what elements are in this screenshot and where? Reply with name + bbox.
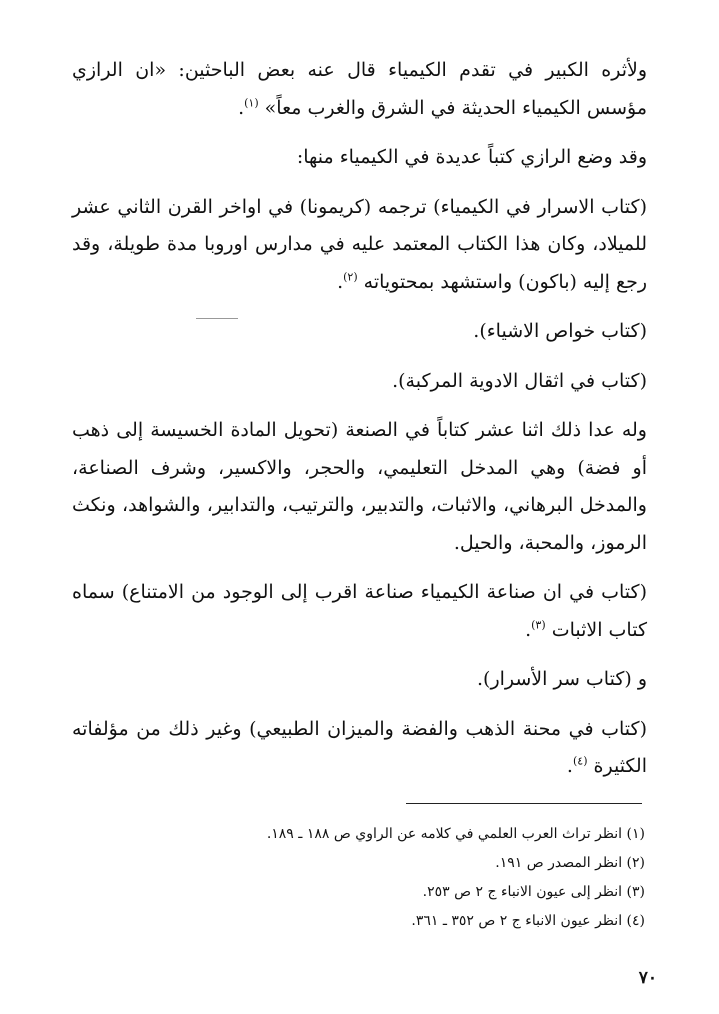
paragraph-text: وقد وضع الرازي كتباً عديدة في الكيمياء منها: <box>296 146 647 168</box>
footnote-separator <box>406 803 642 804</box>
footnote-4: (٤) انظر عيون الانباء ج ٢ ص ٣٥٢ ـ ٣٦١. <box>411 913 645 929</box>
page-number: ٧٠ <box>638 968 657 988</box>
decorative-stroke <box>196 318 238 319</box>
paragraph-text: (كتاب في اثقال الادوية المركبة). <box>392 369 647 392</box>
footnotes <box>72 820 645 936</box>
paragraph-7: (كتاب في ان صناعة الكيمياء صناعة اقرب إلى الوجود من الامتناع) سماه كتاب الاثبات $^{(٣)}$. <box>72 581 647 641</box>
paragraph-5 <box>72 363 647 401</box>
main-text <box>72 52 647 798</box>
paragraph-text: (كتاب الاسرار في الكيمياء) ترجمه (كريمونا) في اواخر القرن الثاني عشر للميلاد، وكان هذا الكتاب المعتمد عليه في مدارس اوروبا مدة طويلة، وقد رجع إليه (باكون) واستشهد بمحتوياته <box>72 195 647 293</box>
footnote-2: (٢) انظر المصدر ص ١٩١. <box>495 855 645 871</box>
paragraph-text: (كتاب في ان صناعة الكيمياء صناعة اقرب إلى الوجود من الامتناع) سماه كتاب الاثبات <box>72 581 647 641</box>
paragraph-text: وله عدا ذلك اثنا عشر كتاباً في الصنعة (تحويل المادة الخسيسة إلى ذهب أو فضة) وهي المدخل التعليمي، والحجر، والاكسير، وشرف الصناعة، والمدخل البرهاني، والاثبات، والتدبير، والترتيب، والتدابير، والشواهد، ونكث الرموز، والمحبة، والحيل. <box>72 419 647 554</box>
paragraph-text: (كتاب خواص الاشياء). <box>473 320 647 342</box>
footnote-ref: (١) <box>244 96 259 110</box>
footnote-3: (٣) انظر إلى عيون الانباء ج ٢ ص ٢٥٣. <box>422 884 645 900</box>
paragraph-text: (كتاب في محنة الذهب والفضة والميزان الطبيعي) وغير ذلك من مؤلفاته الكثيرة <box>72 717 647 777</box>
paragraph-6 <box>72 412 647 562</box>
footnote-ref: (٤) <box>572 754 588 768</box>
paragraph-4 <box>72 313 647 351</box>
paragraph-9: (كتاب في محنة الذهب والفضة والميزان الطبيعي) وغير ذلك من مؤلفاته الكثيرة $^{(٤)}$. <box>72 717 647 777</box>
footnote-ref: (٣) <box>531 618 546 632</box>
paragraph-8 <box>72 661 647 699</box>
paragraph-text: ولأثره الكبير في تقدم الكيمياء قال عنه بعض الباحثين: «ان الرازي مؤسس الكيمياء الحديثة في الشرق والغرب معاً» <box>72 59 647 119</box>
paragraph-1: ولأثره الكبير في تقدم الكيمياء قال عنه بعض الباحثين: «ان الرازي مؤسس الكيمياء الحديثة في الشرق والغرب معاً» $^{(١)}$. <box>72 59 647 119</box>
footnote-1: (١) انظر تراث العرب العلمي في كلامه عن الراوي ص ١٨٨ ـ ١٨٩. <box>266 826 645 842</box>
paragraph-3: (كتاب الاسرار في الكيمياء) ترجمه (كريمونا) في اواخر القرن الثاني عشر للميلاد، وكان هذا الكتاب المعتمد عليه في مدارس اوروبا مدة طويلة، وقد رجع إليه (باكون) واستشهد بمحتوياته $^{(٢)}$. <box>72 195 647 293</box>
paragraph-text: و (كتاب سر الأسرار). <box>477 668 647 690</box>
footnote-ref: (٢) <box>343 270 358 284</box>
paragraph-2 <box>72 139 647 177</box>
